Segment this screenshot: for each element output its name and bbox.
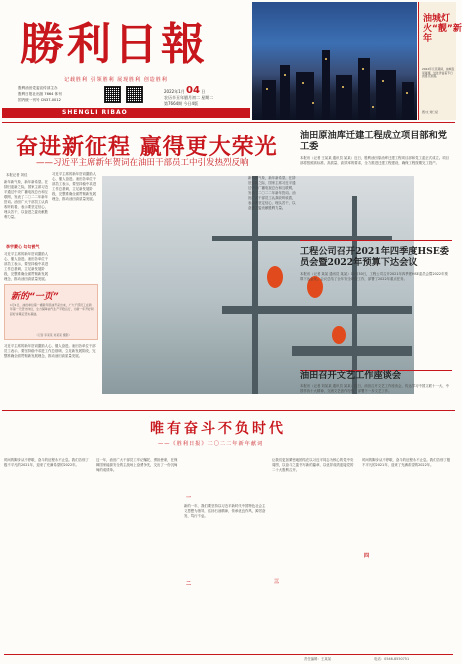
story-3-body: 本报讯（记者 刘某某 通讯员 某某）近日，油田召开文艺工作座谈会，传达学习中国文联十一大、中国作协十大精神，交流文艺创作经验，部署下一步文艺工作。 (300, 384, 450, 393)
editorial-section-3: 三 (274, 579, 280, 585)
date-day: 04 (186, 85, 200, 96)
editorial-col-5: 时间的脚步从不停歇，奋斗的征程永不止息。我们告别了极不平凡的2021年，迎来了充满希望的2022年。 (362, 458, 451, 467)
lead-body-col-2: 习近平主席的新年贺词激励人心、催人奋进。油田各单位干部员工表示，要坚持稳中求进工作总基调，立足新发展阶段，完整准确全面贯彻新发展理念，推动油田高质量发展。 (52, 172, 97, 201)
inset-text: 1月1日，油田单位第一桶新年原油开采出来，广大干部员工在新年第一天坚守岗位，全力保障油气生产平稳运行，为新一年开好局起好步奠定坚实基础。 (10, 303, 94, 316)
masthead-slogan: 记载胜利 引领胜利 展现胜利 创造胜利 (64, 77, 168, 83)
issue-number: 第7664期 今日4版 (164, 101, 198, 106)
lead-body-col-1: 新年新气象，新年新希望。在辞旧迎新之际，国家主席习近平通过中央广播电视总台和互联网，发表了二〇二二年新年贺词。油田广大干部员工认真收听收看，表示要坚定信心、埋头苦干，以奋进之姿贡献胜利力量。 (4, 180, 49, 219)
side-feature-box (418, 2, 462, 120)
inset-credit: （记者 李某某 刘某某 摄影） (35, 333, 72, 337)
lead-body-col-4: 新年新气象，新年新希望。在辞旧迎新之际，国家主席习近平通过中央广播电视总台和互联网，发表了二〇二二年新年贺词。油田广大干部员工认真收听收看，表示要坚定信心、埋头苦干，以奋进之姿贡献胜利力量。 (248, 176, 296, 210)
publisher-line-3: 国内统一刊号 CN37-0012 (18, 98, 61, 102)
footer-phone: 电话：0546-8550751 (374, 657, 410, 661)
lunar-date: 农历辛丑年腊月初二 星期二 (164, 95, 214, 100)
lead-section-label: 李宇蒙心 勾勾被气 (6, 244, 40, 249)
editorial-title: 唯有奋斗不负时代 (150, 421, 286, 437)
side-feature-title: 油城灯火“靓”新年 (423, 14, 462, 44)
editorial-section-4: 四 (364, 553, 370, 559)
publisher-line-2: 胜利日报社出版 7664 休刊 (18, 92, 62, 96)
editorial-col-3: 新的一年，我们要坚持以习近平新时代中国特色社会主义思想为指导，弘扬石油精神，传承优良作风，踔厉奋发、笃行不怠。 (184, 504, 266, 518)
brand-bar (2, 108, 250, 118)
editorial-col-2: 这一年，油田广大干部员工牢记嘱托、勇担使命，在保障国家能源安全的主战场上奋勇争先，交出了一份沉甸甸的成绩单。 (96, 458, 178, 472)
date-prefix: 2022年1月 (164, 89, 185, 94)
lead-body-col-5: 习近平主席的新年贺词激励人心、催人奋进。油田各单位干部员工表示，要坚持稳中求进工作总基调，立足新发展阶段，完整准确全面贯彻新发展理念，推动油田高质量发展。 (4, 344, 96, 358)
lead-body-col-1b: 习近平主席的新年贺词激励人心、催人奋进。油田各单位干部员工表示，要坚持稳中求进工作总基调，立足新发展阶段，完整准确全面贯彻新发展理念，推动油田高质量发展。 (4, 252, 49, 281)
editorial-col-4: 让我们更加紧密地团结在以习近平同志为核心的党中央周围，以奋斗之姿书写新的篇章，以优异成绩迎接党的二十大胜利召开。 (272, 458, 354, 472)
date-suffix: 日 (201, 89, 206, 94)
new-page-inset (4, 284, 98, 340)
story-2-body: 本报讯（记者 某某 通讯员 某某）12月30日，工程公司召开2021年四季度HSE委员会暨2022年预算下达会议。会议总结了全年安全环保工作，部署了2022年重点任务。 (300, 272, 448, 281)
page-footer (4, 654, 453, 662)
side-feature-caption: 2022年元旦期间，油城夜景璀璨，处处洋溢着节日的喜庆氛围。 (422, 67, 455, 79)
story-1-body: 本报讯（记者 王某某 通讯员 某某）近日，胜利油田原油库迁建工程项目部和党工委正式成立。项目部将按照高标准、高质量、高效率的要求，全力推进迁建工程建设，确保工程按期完工投产。 (300, 156, 450, 165)
lead-byline: 本报记者 刘佳 (6, 173, 28, 177)
editorial-section-2: 二 (186, 581, 192, 587)
story-3-headline: 油田召开文艺工作座谈会 (300, 370, 402, 381)
side-feature-credit: 图/文 刘仁斌 (422, 110, 438, 114)
editorial-col-1: 时间的脚步从不停歇，奋斗的征程永不止息。我们告别了极不平凡的2021年，迎来了充满希望的2022年。 (4, 458, 89, 467)
qr-code-icon (104, 86, 121, 103)
issue-date-block (164, 85, 224, 107)
story-divider (300, 240, 452, 241)
story-2-headline: 工程公司召开2021年四季度HSE委员会暨2022年预算下达会议 (300, 246, 449, 268)
mid-divider (2, 410, 455, 411)
top-divider (2, 122, 455, 123)
city-night-photo (252, 2, 417, 120)
inset-title: 新的“一页” (11, 292, 59, 302)
lead-subheadline: ——习近平主席新年贺词在油田干部员工中引发热烈反响 (36, 158, 249, 168)
editorial-subtitle: ——《胜利日报》二〇二二年新年献词 (158, 441, 264, 447)
editorial-section-1: 一 (186, 495, 192, 501)
brand-name: SHENGLI RIBAO (62, 109, 128, 116)
lead-headline: 奋进新征程 赢得更大荣光 (16, 134, 278, 160)
publisher-line-1: 胜利油田党委宣传部主办 (18, 86, 58, 90)
footer-editor: 责任编辑：王某某 (304, 657, 332, 661)
story-1-headline: 油田原油库迁建工程成立项目部和党工委 (300, 130, 447, 152)
newspaper-masthead: 勝利日報 (20, 19, 208, 70)
qr-code-icon (126, 86, 143, 103)
